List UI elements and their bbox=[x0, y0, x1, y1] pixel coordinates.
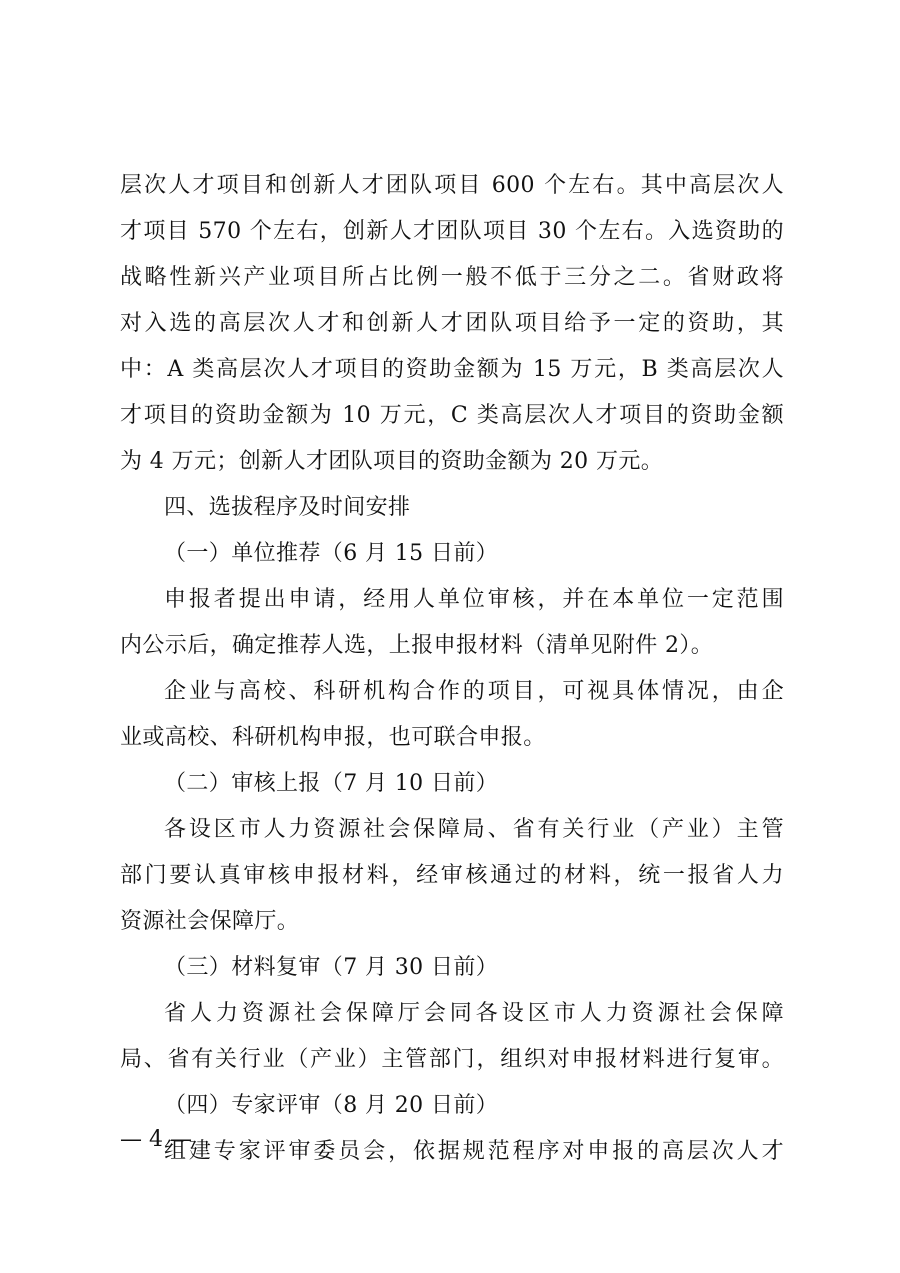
paragraph-line: 各设区市人力资源社会保障局、省有关行业（产业）主管 bbox=[164, 817, 784, 842]
paragraph-line: 部门要认真审核申报材料，经审核通过的材料，统一报省人力 bbox=[120, 863, 784, 888]
paragraph-line: 中：A 类高层次人才项目的资助金额为 15 万元，B 类高层次人 bbox=[120, 357, 784, 382]
paragraph-line: 省人力资源社会保障厅会同各设区市人力资源社会保障 bbox=[164, 1001, 784, 1026]
paragraph-line: 才项目的资助金额为 10 万元，C 类高层次人才项目的资助金额 bbox=[120, 403, 784, 428]
paragraph-line: 业或高校、科研机构申报，也可联合申报。 bbox=[120, 725, 546, 750]
paragraph-line: 战略性新兴产业项目所占比例一般不低于三分之二。省财政将 bbox=[120, 265, 784, 290]
paragraph-line: 局、省有关行业（产业）主管部门，组织对申报材料进行复审。 bbox=[120, 1047, 784, 1072]
paragraph-line: 层次人才项目和创新人才团队项目 600 个左右。其中高层次人 bbox=[120, 173, 784, 198]
paragraph-line: 组建专家评审委员会，依据规范程序对申报的高层次人才 bbox=[164, 1139, 784, 1164]
paragraph-line: 才项目 570 个左右，创新人才团队项目 30 个左右。入选资助的 bbox=[120, 219, 784, 244]
paragraph-line: 为 4 万元；创新人才团队项目的资助金额为 20 万元。 bbox=[120, 449, 664, 474]
paragraph-line: 申报者提出申请，经用人单位审核，并在本单位一定范围 bbox=[164, 587, 784, 612]
paragraph-line: 企业与高校、科研机构合作的项目，可视具体情况，由企 bbox=[164, 679, 784, 704]
section-heading: 四、选拔程序及时间安排 bbox=[164, 495, 411, 520]
paragraph-line: 资源社会保障厅。 bbox=[120, 909, 300, 934]
paragraph-line: 内公示后，确定推荐人选，上报申报材料（清单见附件 2）。 bbox=[120, 633, 714, 658]
subsection-heading: （四）专家评审（8 月 20 日前） bbox=[164, 1093, 499, 1118]
page-number: — 4 — bbox=[120, 1127, 192, 1152]
body-text bbox=[120, 163, 784, 1175]
paragraph-line: 对入选的高层次人才和创新人才团队项目给予一定的资助，其 bbox=[120, 311, 784, 336]
subsection-heading: （三）材料复审（7 月 30 日前） bbox=[164, 955, 499, 980]
subsection-heading: （二）审核上报（7 月 10 日前） bbox=[164, 771, 499, 796]
subsection-heading: （一）单位推荐（6 月 15 日前） bbox=[164, 541, 499, 566]
